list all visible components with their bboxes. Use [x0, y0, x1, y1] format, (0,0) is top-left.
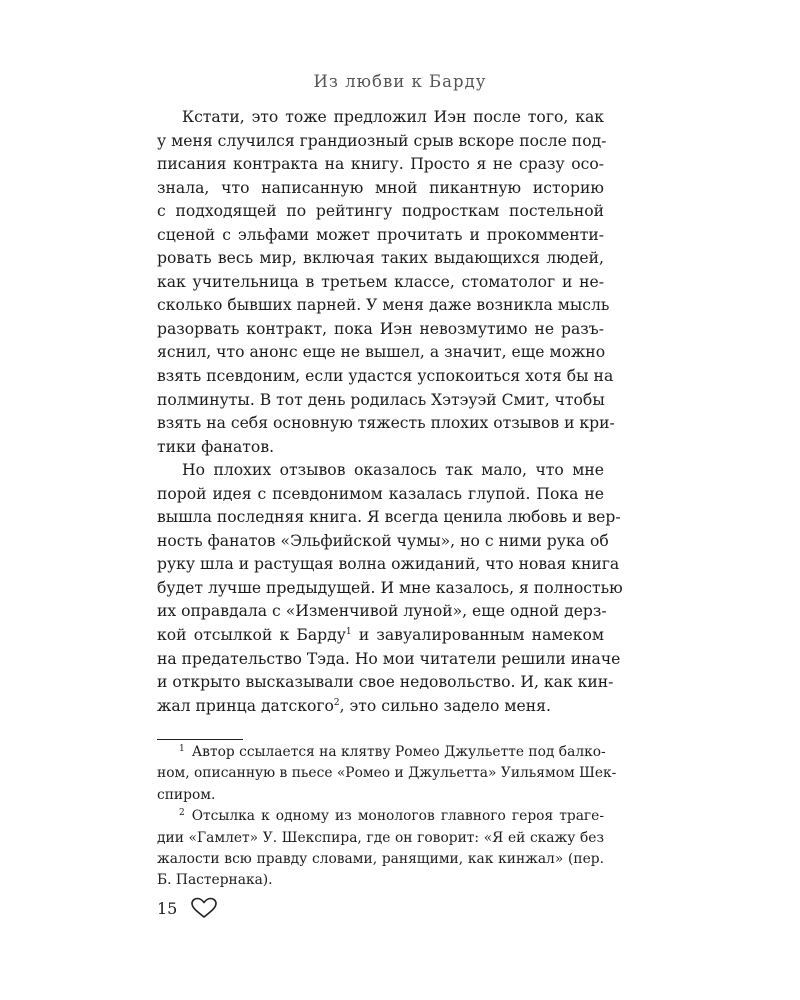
text-line: как учительница в третьем классе, стоматолог и не-	[157, 272, 604, 291]
text-line: сценой с эльфами может прочитать и прокомменти-	[157, 225, 604, 244]
footnote-mark: 2	[179, 808, 185, 819]
text-line: взять на себя основную тяжесть плохих отзывов и кри-	[157, 414, 615, 433]
text-line: и открыто высказывали свое недовольство. И, как кин-	[157, 673, 614, 692]
text-line: яснил, что анонс еще не вышел, а значит, еще можно	[157, 343, 606, 362]
footnote-2-line: дии «Гамлет» У. Шекспира, где он говорит: «Я ей скажу без	[157, 829, 604, 846]
text-segment: жал принца датского	[157, 696, 334, 715]
footnote-1-line: спиром.	[157, 786, 216, 803]
footnote-text: Отсылка к одному из монологов главного героя траге-	[191, 808, 604, 825]
text-line: их оправдала с «Изменчивой луной», еще одной дерз-	[157, 602, 607, 621]
footnote-2-line: Б. Пастернака).	[157, 872, 273, 889]
text-line: ность фанатов «Эльфийской чумы», но с ними рука об	[157, 531, 609, 550]
text-segment: кой отсылкой к Барду	[157, 626, 346, 645]
footnote-divider	[157, 739, 243, 740]
footnote-2-line	[157, 806, 604, 827]
text-line: сколько бывших парней. У меня даже возникла мысль	[157, 296, 610, 315]
body-text	[157, 106, 623, 718]
text-line: взять псевдоним, если удастся успокоиться хотя бы на	[157, 367, 614, 386]
running-head: Из любви к Барду	[313, 72, 487, 91]
footnotes	[157, 742, 617, 892]
text-line: будет лучше предыдущей. И мне казалось, я полностью	[157, 578, 623, 597]
footnote-1-line	[157, 742, 604, 763]
text-line: полминуты. В тот день родилась Хэтэуэй Смит, чтобы	[157, 390, 605, 409]
text-line: руку шла и растущая волна ожиданий, что новая книга	[157, 555, 620, 574]
footnote-ref-2[interactable]: 2	[333, 697, 340, 708]
text-line: тики фанатов.	[157, 437, 275, 456]
text-line: на предательство Тэда. Но мои читатели решили иначе	[157, 649, 621, 668]
text-line: знала, что написанную мной пикантную историю	[157, 178, 604, 197]
text-line: разорвать контракт, пока Иэн невозмутимо не разъ-	[157, 319, 604, 338]
heart-outline-icon	[189, 897, 219, 919]
page-footer	[157, 896, 219, 920]
text-line: с подходящей по рейтингу подросткам постельной	[157, 202, 604, 221]
text-line-with-footnote	[157, 695, 604, 719]
text-segment: и завуалированным намеком	[351, 626, 604, 645]
text-line: ровать весь мир, включая таких выдающихся людей,	[157, 249, 604, 268]
text-line: порой идея с псевдонимом казалась глупой. Пока не	[157, 484, 604, 503]
footnote-ref-1[interactable]: 1	[345, 627, 352, 638]
text-line: писания контракта на книгу. Просто я не сразу осо-	[157, 155, 604, 174]
footnote-2-line: жалости всю правду словами, ранящими, как кинжал» (пер.	[157, 850, 604, 867]
text-line: Кстати, это тоже предложил Иэн после того, как	[182, 108, 604, 126]
footnote-mark: 1	[179, 744, 185, 754]
footnote-1-line: ном, описанную в пьесе «Ромео и Джульетта» Уильямом Шек-	[157, 765, 617, 782]
text-line: вышла последняя книга. Я всегда ценила любовь и вер-	[157, 508, 621, 527]
text-line: у меня случился грандиозный срыв вскоре после под-	[157, 131, 607, 150]
text-line-with-footnote	[157, 624, 604, 648]
footnote-text: Автор ссылается на клятву Ромео Джульетте под балко-	[191, 744, 606, 760]
text-line: Но плохих отзывов оказалось так мало, что мне	[182, 461, 604, 480]
text-segment: , это сильно задело меня.	[339, 696, 551, 715]
page-number: 15	[157, 898, 178, 918]
